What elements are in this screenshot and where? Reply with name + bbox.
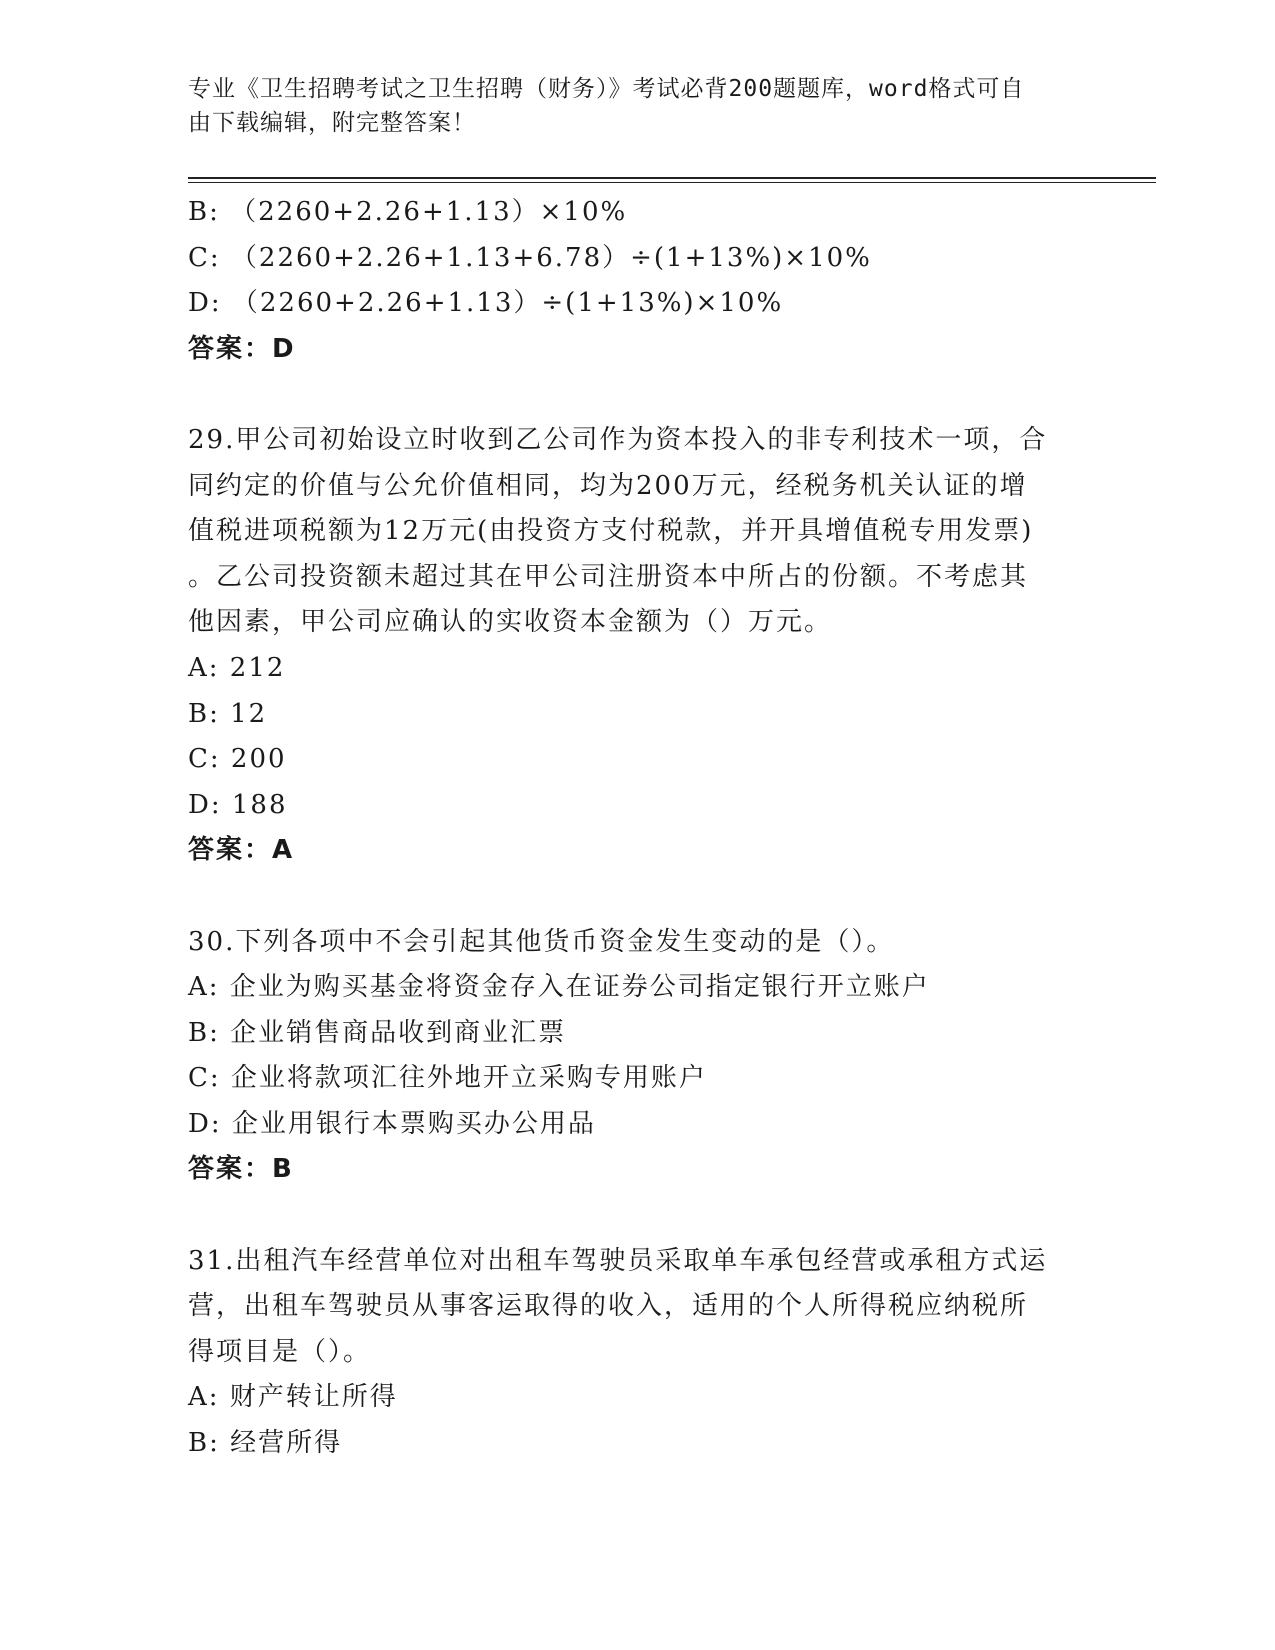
spacer: [188, 1193, 1088, 1239]
stem-line: 得项目是（）。: [188, 1336, 372, 1367]
header-line-1: 专业《卫生招聘考试之卫生招聘（财务）》考试必背200题题库，word格式可自: [188, 76, 1025, 102]
option-c: C: 企业将款项汇往外地开立采购专用账户: [188, 1063, 707, 1094]
spacer: [188, 874, 1088, 920]
question-28: [188, 190, 1088, 372]
stem-line: 。乙公司投资额未超过其在甲公司注册资本中所占的份额。不考虑其: [188, 561, 1029, 592]
question-stem: [188, 1239, 1088, 1376]
question-29: [188, 418, 1088, 874]
option-b: B: 企业销售商品收到商业汇票: [188, 1017, 567, 1048]
option-c: C: 200: [188, 744, 287, 775]
stem-line: 他因素，甲公司应确认的实收资本金额为（）万元。: [188, 607, 833, 638]
option-d: D: 企业用银行本票购买办公用品: [188, 1108, 596, 1139]
option-c: C: （2260+2.26+1.13+6.78）÷(1+13%)×10%: [188, 242, 872, 273]
header-rule-thin: [188, 182, 1156, 183]
stem-line: 营，出租车驾驶员从事客运取得的收入，适用的个人所得税应纳税所: [188, 1291, 1029, 1322]
header-rule-thick: [188, 177, 1156, 179]
question-31: [188, 1239, 1088, 1467]
document-header: [188, 72, 1078, 140]
answer: 答案：D: [188, 333, 296, 364]
answer: 答案：A: [188, 835, 295, 866]
option-b: B: （2260+2.26+1.13）×10%: [188, 197, 628, 227]
option-a: A: 财产转让所得: [188, 1382, 398, 1413]
spacer: [188, 372, 1088, 418]
stem-line: 30.下列各项中不会引起其他货币资金发生变动的是（）。: [188, 926, 895, 957]
stem-line: 29.甲公司初始设立时收到乙公司作为资本投入的非专利技术一项，合: [188, 424, 1048, 455]
option-d: D: （2260+2.26+1.13）÷(1+13%)×10%: [188, 288, 784, 319]
question-stem: [188, 418, 1088, 646]
option-a: A: 企业为购买基金将资金存入在证券公司指定银行开立账户: [188, 972, 930, 1003]
question-content: [188, 190, 1088, 1467]
stem-line: 值税进项税额为12万元(由投资方支付税款，并开具增值税专用发票): [188, 516, 1034, 547]
option-b: B: 12: [188, 698, 268, 729]
answer: 答案：B: [188, 1154, 294, 1185]
header-line-2: 由下载编辑，附完整答案！: [188, 110, 476, 136]
question-stem: [188, 920, 1088, 966]
stem-line: 31.出租汽车经营单位对出租车驾驶员采取单车承包经营或承租方式运: [188, 1245, 1048, 1276]
question-30: [188, 920, 1088, 1194]
stem-line: 同约定的价值与公允价值相同，均为200万元，经税务机关认证的增: [188, 470, 1028, 501]
option-d: D: 188: [188, 789, 288, 820]
option-a: A: 212: [188, 652, 286, 683]
option-b: B: 经营所得: [188, 1428, 343, 1459]
